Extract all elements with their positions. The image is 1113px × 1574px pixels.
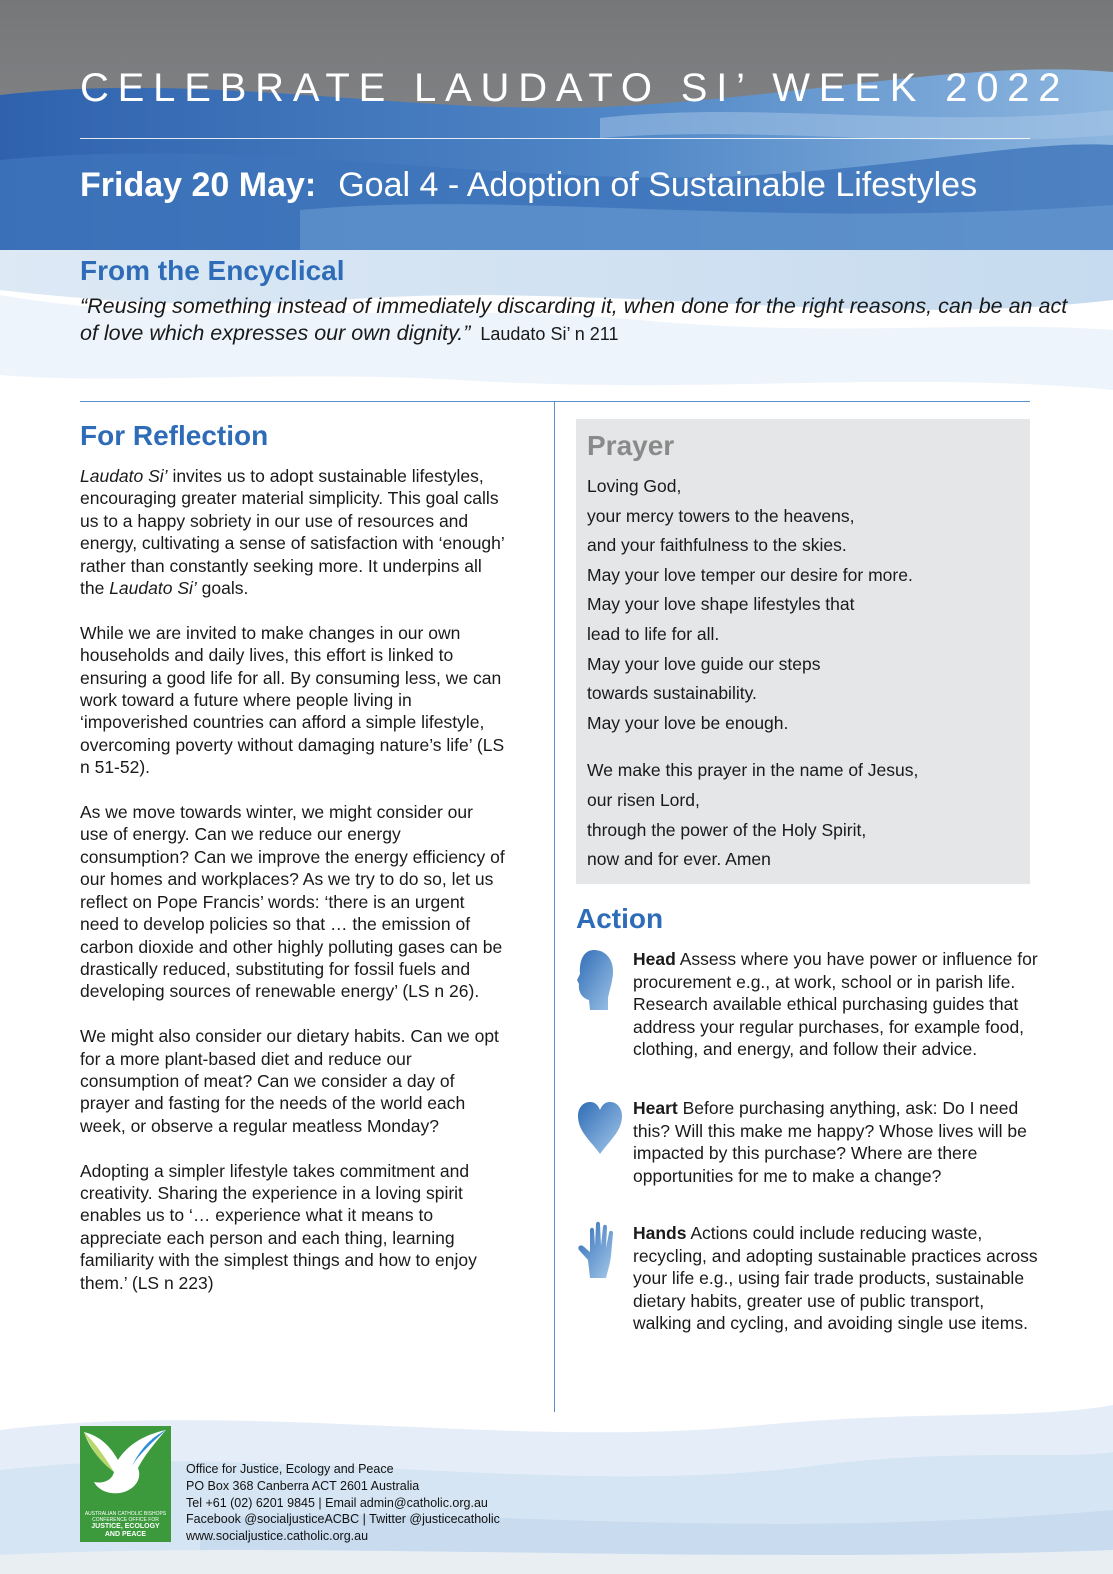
prayer-line: May your love guide our steps xyxy=(587,653,821,674)
prayer-heading: Prayer xyxy=(587,430,675,461)
reflection-paragraph-4: We might also consider our dietary habits. Can we opt for a more plant-based diet and reduce our consumption of meat? Can we consider a day of prayer and fasting for the needs of the world each week, or observe a regular meatless Monday? xyxy=(80,1026,499,1136)
page-banner-title: CELEBRATE LAUDATO SI’ WEEK 2022 xyxy=(80,66,1070,110)
dove-icon xyxy=(80,1426,171,1506)
action-item-hands: Hands Actions could include reducing waste, recycling, and adopting sustainable practices across your life e.g., using fair trade products, sustainable dietary habits, greater use of public transport, walking and cycling, and avoiding single use items. xyxy=(633,1223,1038,1333)
footer-website: www.socialjustice.catholic.org.au xyxy=(186,1529,369,1544)
prayer-line: now and for ever. Amen xyxy=(587,849,771,870)
prayer-line: and your faithfulness to the skies. xyxy=(587,535,847,556)
encyclical-quote xyxy=(80,293,1070,348)
footer-phone-email: Tel +61 (02) 6201 9845 | Email admin@catholic.org.au xyxy=(186,1495,488,1510)
section-divider xyxy=(80,401,1030,402)
action-label-heart: Heart xyxy=(633,1098,678,1118)
day-label: Friday 20 May: xyxy=(80,166,317,204)
encyclical-heading: From the Encyclical xyxy=(80,255,345,286)
prayer-line: your mercy towers to the heavens, xyxy=(587,505,855,526)
goal-label: Goal 4 - Adoption of Sustainable Lifestyles xyxy=(338,166,978,204)
heart-icon xyxy=(576,1100,624,1156)
prayer-text xyxy=(587,472,1027,875)
prayer-line: Loving God, xyxy=(587,476,682,496)
footer-office: Office for Justice, Ecology and Peace xyxy=(186,1462,394,1476)
column-divider xyxy=(554,402,555,1412)
prayer-line: May your love shape lifestyles that xyxy=(587,594,855,615)
action-item-heart: Heart Before purchasing anything, ask: Do I need this? Will this make me happy? Whose lives will be impacted by this purchase? Where are there opportunities for me to make a change? xyxy=(633,1098,1027,1186)
action-label-head: Head xyxy=(633,949,676,969)
action-heading: Action xyxy=(576,903,664,934)
quote-source: Laudato Si’ n 211 xyxy=(480,324,619,344)
reflection-body xyxy=(80,465,505,1316)
prayer-line: May your love temper our desire for more. xyxy=(587,564,913,585)
prayer-line: lead to life for all. xyxy=(587,623,720,644)
reflection-paragraph-1: Laudato Si’ invites us to adopt sustainable lifestyles, encouraging greater material simplicity. This goal calls us to a happy sobriety in our use of resources and energy, cultivating a sense of satisfaction with ‘enough’ rather than constantly seeking more. It underpins all the Laudato Si’ goals. xyxy=(80,466,505,599)
reflection-paragraph-3: As we move towards winter, we might consider our use of energy. Can we reduce our energy consumption? Can we improve the energy efficiency of our homes and workplaces? As we try to do so, let us reflect on Pope Francis’ words: ‘there is an urgent need to develop policies so that … the emission of carbon dioxide and other highly polluting gases can be drastically reduced, substituting for fossil fuels and developing sources of renewable energy’ (LS n 26). xyxy=(80,802,505,1002)
quote-text: “Reusing something instead of immediately discarding it, when done for the right reasons, can be an act of love which expresses our own dignity.” xyxy=(80,294,1068,345)
banner-divider xyxy=(80,138,1030,139)
organisation-logo xyxy=(80,1426,171,1542)
action-item-head: Head Assess where you have power or influence for procurement e.g., at work, school or in parish life. Research available ethical purchasing guides that address your regular purchases, for example food, clothing, and energy, and follow their advice. xyxy=(633,949,1038,1059)
day-goal-line xyxy=(80,166,1080,205)
head-icon xyxy=(576,948,616,1012)
reflection-paragraph-2: While we are invited to make changes in our own households and daily lives, this effort is linked to ensuring a good life for all. By consuming less, we can work toward a future where people living in ‘impoverished countries can afford a simple lifestyle, overcoming poverty without damaging nature’s life’ (LS n 51-52). xyxy=(80,622,505,778)
action-label-hands: Hands xyxy=(633,1223,687,1243)
footer-social: Facebook @socialjusticeACBC | Twitter @justicecatholic xyxy=(186,1512,500,1527)
reflection-heading: For Reflection xyxy=(80,420,269,451)
prayer-line: our risen Lord, xyxy=(587,789,700,810)
footer-address: PO Box 368 Canberra ACT 2601 Australia xyxy=(186,1478,420,1493)
reflection-paragraph-5: Adopting a simpler lifestyle takes commitment and creativity. Sharing the experience in a loving spirit enables us to ‘… experience what it means to appreciate each person and each thing, learning familiarity with the simplest things and how to enjoy them.’ (LS n 223) xyxy=(80,1160,477,1293)
footer-contact xyxy=(186,1461,500,1545)
prayer-line: through the power of the Holy Spirit, xyxy=(587,819,867,840)
hand-icon xyxy=(576,1220,626,1280)
prayer-line: May your love be enough. xyxy=(587,712,789,733)
prayer-stanza-gap xyxy=(587,738,1027,756)
logo-text: AUSTRALIAN CATHOLIC BISHOPS CONFERENCE OFFICE FOR JUSTICE, ECOLOGY AND PEACE xyxy=(84,1511,167,1538)
prayer-line: towards sustainability. xyxy=(587,683,757,704)
prayer-line: We make this prayer in the name of Jesus, xyxy=(587,760,919,781)
